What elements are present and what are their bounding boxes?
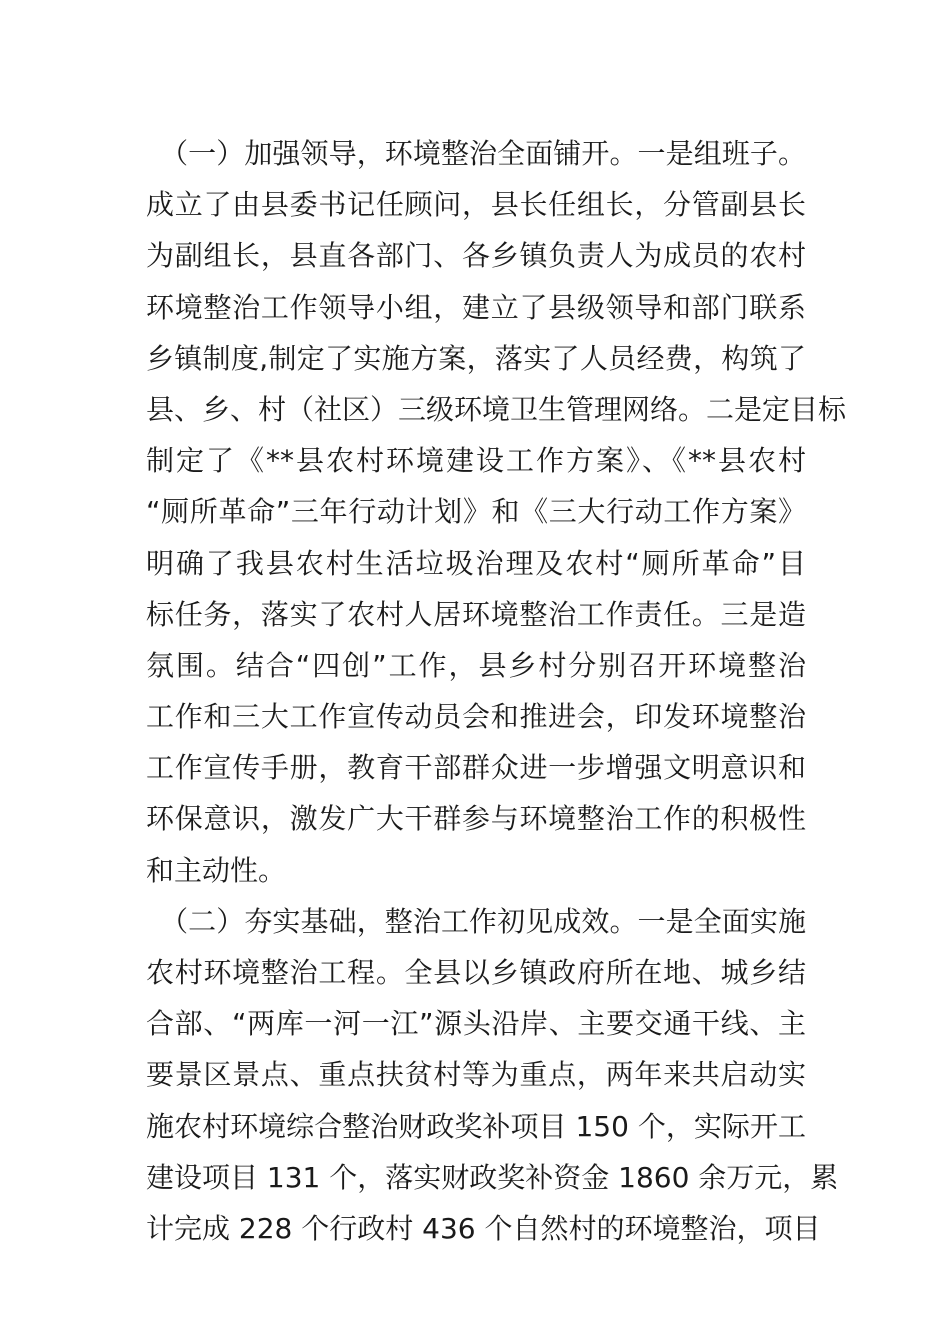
text-line: 工作宣传手册，教育干部群众进一步增强文明意识和 bbox=[146, 751, 806, 785]
text-line: 标任务，落实了农村人居环境整治工作责任。三是造 bbox=[146, 597, 806, 631]
text-line: 明确了我县农村生活垃圾治理及农村“厕所革命”目 bbox=[146, 546, 806, 580]
text-line: 要景区景点、重点扶贫村等为重点，两年来共启动实 bbox=[146, 1058, 806, 1092]
paragraph-2 bbox=[146, 896, 839, 1254]
text-line: 氛围。结合“四创”工作，县乡村分别召开环境整治 bbox=[146, 648, 806, 682]
text-line: 环境整治工作领导小组，建立了县级领导和部门联系 bbox=[146, 290, 806, 324]
text-line: （二）夯实基础，整治工作初见成效。一是全面实施 bbox=[146, 904, 806, 938]
paragraph-1 bbox=[146, 128, 847, 896]
text-line: 合部、“两库一河一江”源头沿岸、主要交通干线、主 bbox=[146, 1007, 806, 1041]
text-line: 工作和三大工作宣传动员会和推进会，印发环境整治 bbox=[146, 700, 806, 734]
text-line: 建设项目 131 个，落实财政奖补资金 1860 余万元，累 bbox=[146, 1160, 839, 1194]
text-line: 施农村环境综合整治财政奖补项目 150 个，实际开工 bbox=[146, 1109, 806, 1143]
text-line: 农村环境整治工程。全县以乡镇政府所在地、城乡结 bbox=[146, 956, 806, 989]
text-line: 和主动性。 bbox=[146, 853, 287, 887]
text-line: 成立了由县委书记任顾问，县长任组长，分管副县长 bbox=[146, 188, 806, 222]
text-line: 环保意识，激发广大干群参与环境整治工作的积极性 bbox=[146, 802, 806, 836]
text-line: “厕所革命”三年行动计划》和《三大行动工作方案》 bbox=[146, 495, 806, 529]
document-body bbox=[146, 128, 847, 1254]
text-line: 为副组长，县直各部门、各乡镇负责人为成员的农村 bbox=[146, 239, 806, 273]
text-line: 县、乡、村（社区）三级环境卫生管理网络。二是定目标 bbox=[146, 392, 847, 426]
text-line: （一）加强领导，环境整治全面铺开。一是组班子。 bbox=[146, 137, 806, 170]
text-line: 计完成 228 个行政村 436 个自然村的环境整治，项目 bbox=[146, 1211, 821, 1245]
text-line: 乡镇制度,制定了实施方案，落实了人员经费，构筑了 bbox=[146, 341, 806, 375]
text-line: 制定了《**县农村环境建设工作方案》、《**县农村 bbox=[146, 444, 806, 478]
